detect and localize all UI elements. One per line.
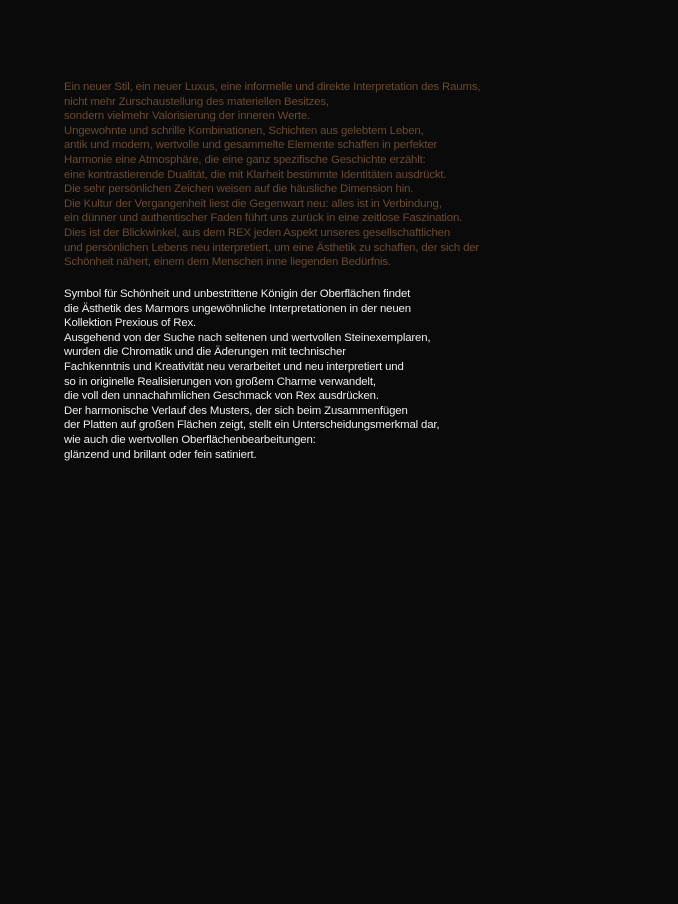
main-line: Der harmonische Verlauf des Musters, der sich beim Zusammenfügen [64, 404, 408, 417]
intro-line: sondern vielmehr Valorisierung der inneren Werte. [64, 110, 311, 123]
main-line: glänzend und brillant oder fein satiniert. [64, 448, 257, 461]
main-line: die Ästhetik des Marmors ungewöhnliche Interpretationen in der neuen [64, 302, 411, 315]
main-line: die voll den unnachahmlichen Geschmack von Rex ausdrücken. [64, 390, 379, 403]
main-line: wurden die Chromatik und die Äderungen mit technischer [64, 346, 346, 359]
intro-line: Ungewohnte und schrille Kombinationen, Schichten aus gelebtem Leben, [64, 124, 424, 137]
main-line: Symbol für Schönheit und unbestrittene Königin der Oberflächen findet [64, 288, 411, 300]
intro-line: Die Kultur der Vergangenheit liest die Gegenwart neu: alles ist in Verbindung, [64, 197, 442, 210]
intro-line: Schönheit nähert, einem dem Menschen inne liegenden Bedürfnis. [64, 256, 391, 269]
main-line: Kollektion Prexious of Rex. [64, 317, 197, 330]
intro-paragraph [64, 80, 480, 270]
main-line: Fachkenntnis und Kreativität neu verarbeitet und neu interpretiert und [64, 360, 404, 373]
intro-line: nicht mehr Zurschaustellung des materiellen Besitzes, [64, 95, 329, 108]
intro-line: Ein neuer Stil, ein neuer Luxus, eine informelle und direkte Interpretation des Raums, [64, 81, 481, 93]
main-paragraph [64, 287, 439, 462]
main-line: wie auch die wertvollen Oberflächenbearbeitungen: [64, 433, 316, 446]
intro-line: Harmonie eine Atmosphäre, die eine ganz spezifische Geschichte erzählt: [64, 153, 426, 166]
intro-line: Die sehr persönlichen Zeichen weisen auf die häusliche Dimension hin. [64, 183, 414, 196]
intro-line: antik und modern, wertvolle und gesammelte Elemente schaffen in perfekter [64, 139, 438, 152]
intro-line: und persönlichen Lebens neu interpretiert, um eine Ästhetik zu schaffen, der sich der [64, 241, 480, 254]
main-line: der Platten auf großen Flächen zeigt, stellt ein Unterscheidungsmerkmal dar, [64, 419, 440, 432]
intro-line: eine kontrastierende Dualität, die mit Klarheit bestimmte Identitäten ausdrückt. [64, 168, 447, 181]
main-line: so in originelle Realisierungen von großem Charme verwandelt, [64, 375, 376, 388]
intro-line: Dies ist der Blickwinkel, aus dem REX jeden Aspekt unseres gesellschaftlichen [64, 226, 451, 239]
intro-line: ein dünner und authentischer Faden führt uns zurück in eine zeitlose Faszination. [64, 212, 463, 225]
main-line: Ausgehend von der Suche nach seltenen und wertvollen Steinexemplaren, [64, 331, 431, 344]
